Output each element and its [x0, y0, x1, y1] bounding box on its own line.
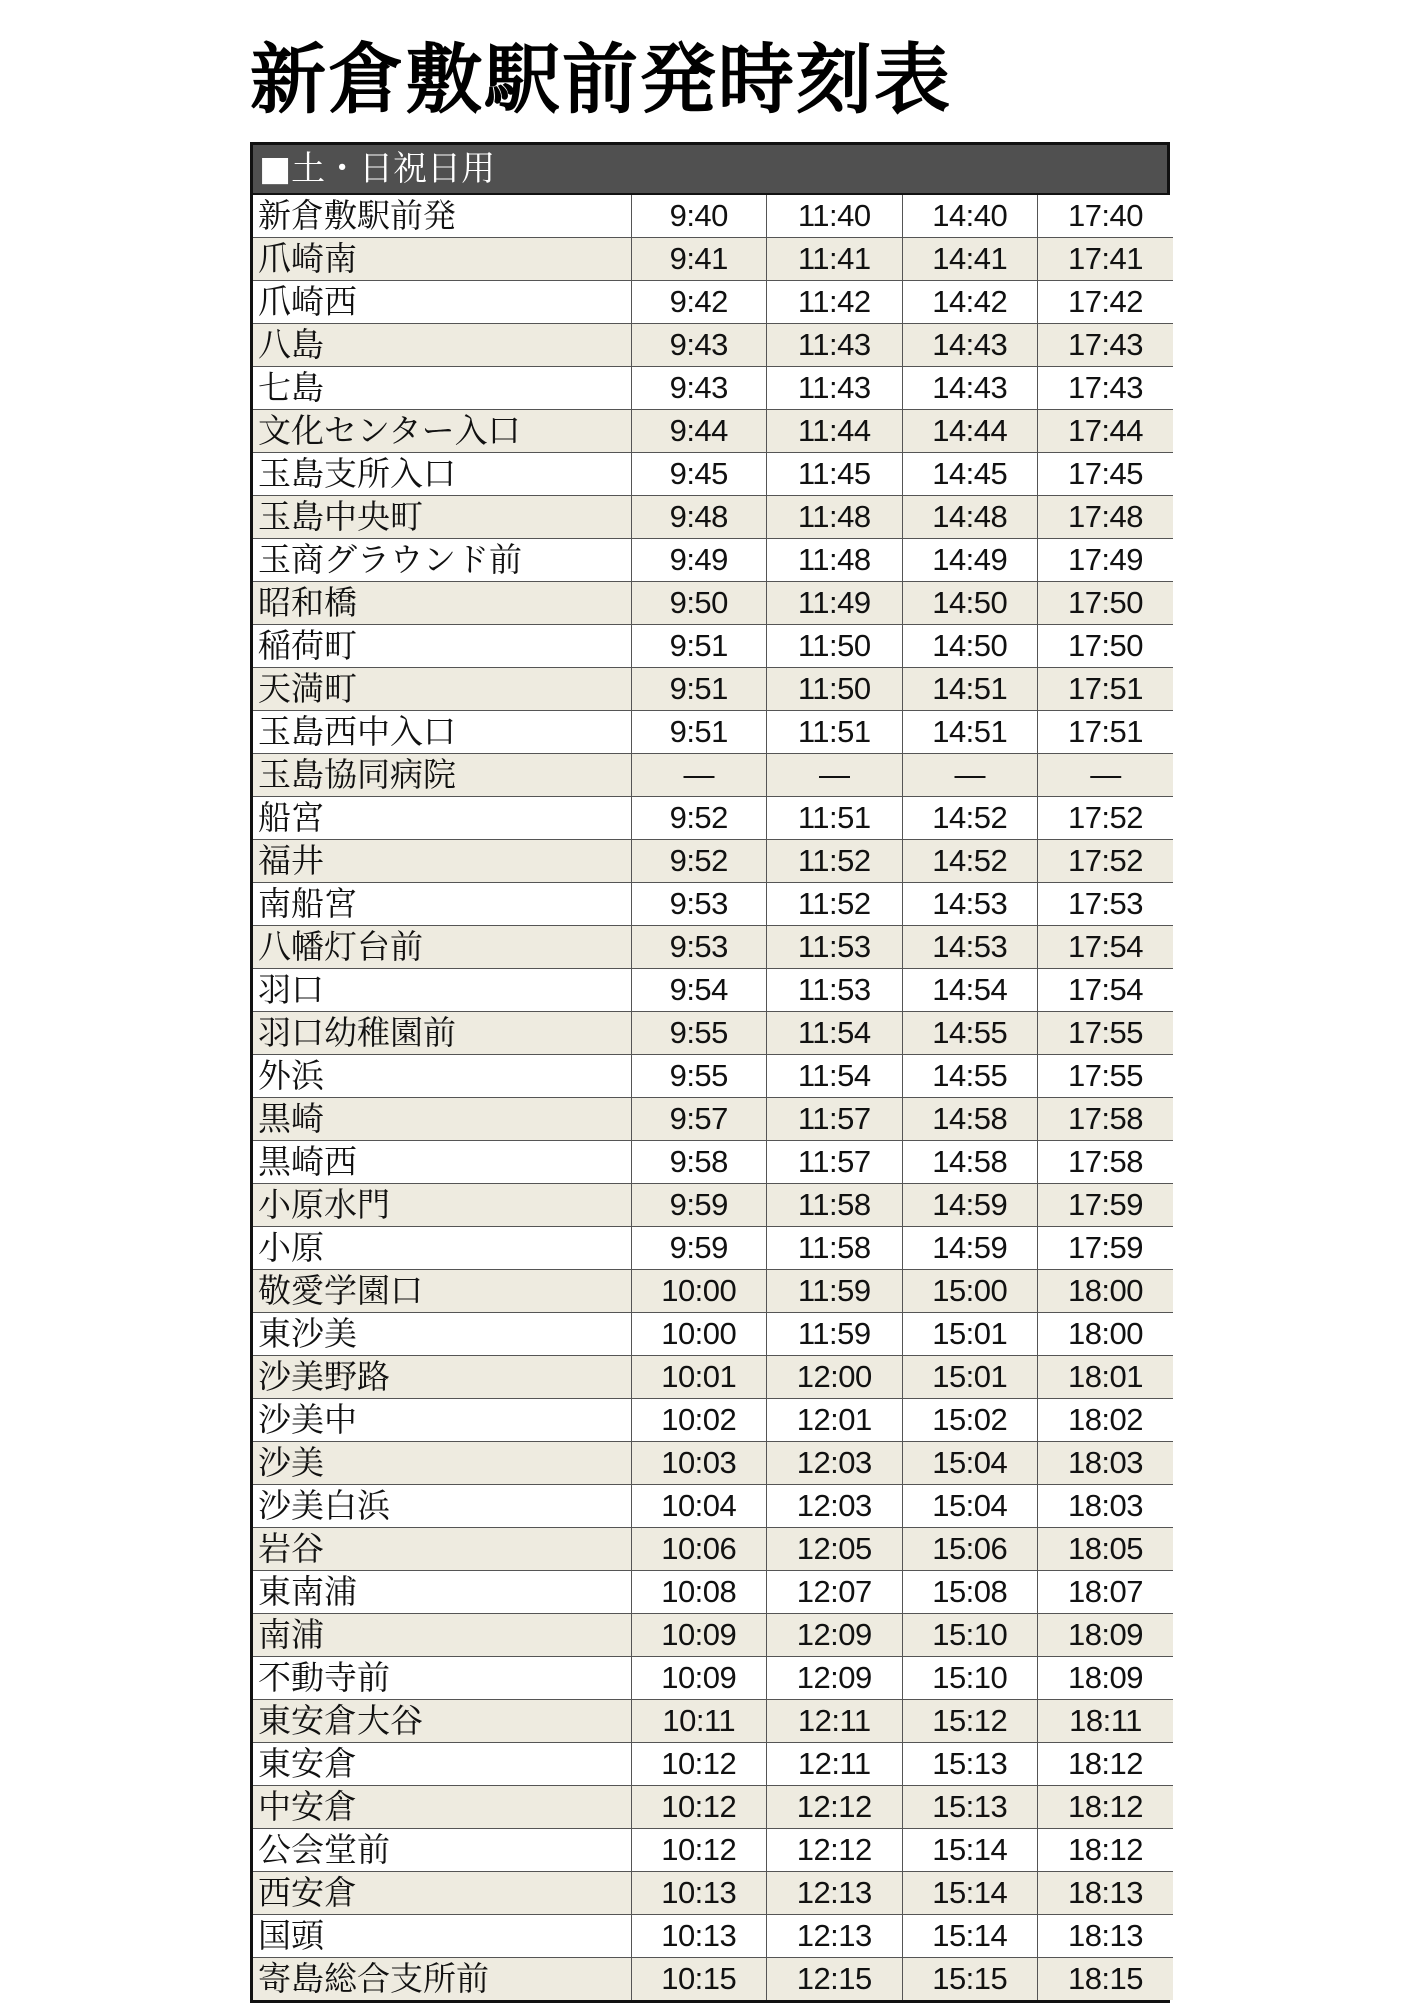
departure-time: —	[767, 754, 903, 797]
departure-time: 14:42	[902, 281, 1038, 324]
departure-time: 12:09	[767, 1657, 903, 1700]
departure-time: 10:02	[631, 1399, 767, 1442]
departure-time: 9:51	[631, 625, 767, 668]
departure-time: 11:50	[767, 625, 903, 668]
departure-time: 15:01	[902, 1356, 1038, 1399]
departure-time: 11:57	[767, 1098, 903, 1141]
departure-time: 18:05	[1038, 1528, 1174, 1571]
departure-time: 17:52	[1038, 797, 1174, 840]
departure-time: 10:12	[631, 1743, 767, 1786]
stop-name: 七島	[253, 367, 631, 410]
departure-time: 17:55	[1038, 1012, 1174, 1055]
timetable-body	[253, 195, 1173, 2000]
departure-time: 9:50	[631, 582, 767, 625]
table-row	[253, 1915, 1173, 1958]
table-row	[253, 1829, 1173, 1872]
stop-name: 南船宮	[253, 883, 631, 926]
departure-time: 14:43	[902, 367, 1038, 410]
table-row	[253, 1227, 1173, 1270]
departure-time: 12:03	[767, 1442, 903, 1485]
departure-time: 11:58	[767, 1184, 903, 1227]
table-row	[253, 410, 1173, 453]
departure-time: 14:50	[902, 582, 1038, 625]
table-row	[253, 324, 1173, 367]
table-row	[253, 582, 1173, 625]
departure-time: 18:11	[1038, 1700, 1174, 1743]
table-row	[253, 926, 1173, 969]
table-row	[253, 1184, 1173, 1227]
table-row	[253, 1012, 1173, 1055]
stop-name: 東沙美	[253, 1313, 631, 1356]
departure-time: 15:14	[902, 1829, 1038, 1872]
departure-time: 14:48	[902, 496, 1038, 539]
departure-time: 10:12	[631, 1786, 767, 1829]
departure-time: 11:44	[767, 410, 903, 453]
departure-time: 18:12	[1038, 1786, 1174, 1829]
departure-time: 18:15	[1038, 1958, 1174, 2001]
departure-time: 9:59	[631, 1184, 767, 1227]
stop-name: 西安倉	[253, 1872, 631, 1915]
departure-time: 10:15	[631, 1958, 767, 2001]
departure-time: 14:58	[902, 1098, 1038, 1141]
departure-time: 10:09	[631, 1614, 767, 1657]
stop-name: 敬愛学園口	[253, 1270, 631, 1313]
table-row	[253, 625, 1173, 668]
departure-time: 11:48	[767, 539, 903, 582]
departure-time: 14:52	[902, 840, 1038, 883]
departure-time: 9:55	[631, 1055, 767, 1098]
departure-time: 9:55	[631, 1012, 767, 1055]
departure-time: 10:13	[631, 1872, 767, 1915]
departure-time: 17:51	[1038, 711, 1174, 754]
table-row	[253, 883, 1173, 926]
departure-time: 17:48	[1038, 496, 1174, 539]
stop-name: 公会堂前	[253, 1829, 631, 1872]
departure-time: 17:42	[1038, 281, 1174, 324]
departure-time: 9:54	[631, 969, 767, 1012]
table-row	[253, 711, 1173, 754]
departure-time: 11:45	[767, 453, 903, 496]
stop-name: 羽口	[253, 969, 631, 1012]
departure-time: 14:52	[902, 797, 1038, 840]
departure-time: 15:12	[902, 1700, 1038, 1743]
departure-time: 11:43	[767, 324, 903, 367]
departure-time: 17:58	[1038, 1098, 1174, 1141]
stop-name: 黒崎	[253, 1098, 631, 1141]
departure-time: 9:58	[631, 1141, 767, 1184]
departure-time: 17:55	[1038, 1055, 1174, 1098]
stop-name: 玉島中央町	[253, 496, 631, 539]
departure-time: 14:50	[902, 625, 1038, 668]
departure-time: 11:54	[767, 1012, 903, 1055]
departure-time: 9:57	[631, 1098, 767, 1141]
departure-time: 14:51	[902, 711, 1038, 754]
table-row	[253, 1055, 1173, 1098]
departure-time: 14:59	[902, 1227, 1038, 1270]
departure-time: 12:03	[767, 1485, 903, 1528]
departure-time: 12:11	[767, 1700, 903, 1743]
departure-time: 17:51	[1038, 668, 1174, 711]
table-row	[253, 496, 1173, 539]
departure-time: 12:13	[767, 1915, 903, 1958]
departure-time: 14:53	[902, 883, 1038, 926]
departure-time: 18:03	[1038, 1485, 1174, 1528]
stop-name: 天満町	[253, 668, 631, 711]
table-row	[253, 453, 1173, 496]
departure-time: 11:54	[767, 1055, 903, 1098]
departure-time: 15:06	[902, 1528, 1038, 1571]
departure-time: 15:01	[902, 1313, 1038, 1356]
departure-time: 11:49	[767, 582, 903, 625]
table-row	[253, 539, 1173, 582]
table-row	[253, 1872, 1173, 1915]
departure-time: 9:52	[631, 840, 767, 883]
departure-time: 11:57	[767, 1141, 903, 1184]
departure-time: 12:00	[767, 1356, 903, 1399]
departure-time: 17:43	[1038, 324, 1174, 367]
departure-time: 17:59	[1038, 1227, 1174, 1270]
departure-time: 14:49	[902, 539, 1038, 582]
departure-time: 17:54	[1038, 969, 1174, 1012]
table-row	[253, 281, 1173, 324]
stop-name: 沙美中	[253, 1399, 631, 1442]
departure-time: 12:12	[767, 1786, 903, 1829]
departure-time: 11:58	[767, 1227, 903, 1270]
departure-time: 17:40	[1038, 195, 1174, 238]
table-row	[253, 1356, 1173, 1399]
stop-name: 船宮	[253, 797, 631, 840]
departure-time: 9:48	[631, 496, 767, 539]
departure-time: 9:42	[631, 281, 767, 324]
departure-time: 9:59	[631, 1227, 767, 1270]
departure-time: 15:04	[902, 1442, 1038, 1485]
departure-time: 15:10	[902, 1614, 1038, 1657]
departure-time: 9:44	[631, 410, 767, 453]
departure-time: 15:10	[902, 1657, 1038, 1700]
departure-time: 12:05	[767, 1528, 903, 1571]
stop-name: 玉商グラウンド前	[253, 539, 631, 582]
departure-time: 11:51	[767, 711, 903, 754]
stop-name: 爪崎南	[253, 238, 631, 281]
departure-time: 14:55	[902, 1012, 1038, 1055]
departure-time: 15:04	[902, 1485, 1038, 1528]
departure-time: —	[631, 754, 767, 797]
departure-time: 9:52	[631, 797, 767, 840]
departure-time: 17:50	[1038, 582, 1174, 625]
departure-time: 10:03	[631, 1442, 767, 1485]
departure-time: 15:00	[902, 1270, 1038, 1313]
departure-time: 12:13	[767, 1872, 903, 1915]
departure-time: 14:40	[902, 195, 1038, 238]
table-row	[253, 1399, 1173, 1442]
departure-time: 14:58	[902, 1141, 1038, 1184]
departure-time: 10:12	[631, 1829, 767, 1872]
departure-time: 14:43	[902, 324, 1038, 367]
stop-name: 沙美野路	[253, 1356, 631, 1399]
stop-name: 玉島西中入口	[253, 711, 631, 754]
stop-name: 八幡灯台前	[253, 926, 631, 969]
departure-time: 11:43	[767, 367, 903, 410]
departure-time: 9:51	[631, 711, 767, 754]
departure-time: 18:00	[1038, 1270, 1174, 1313]
departure-time: 11:41	[767, 238, 903, 281]
departure-time: 15:02	[902, 1399, 1038, 1442]
stop-name: 黒崎西	[253, 1141, 631, 1184]
table-row	[253, 1614, 1173, 1657]
departure-time: 10:04	[631, 1485, 767, 1528]
stop-name: 東安倉	[253, 1743, 631, 1786]
departure-time: 18:07	[1038, 1571, 1174, 1614]
stop-name: 新倉敷駅前発	[253, 195, 631, 238]
departure-time: 17:41	[1038, 238, 1174, 281]
departure-time: 10:06	[631, 1528, 767, 1571]
departure-time: 12:07	[767, 1571, 903, 1614]
departure-time: 14:44	[902, 410, 1038, 453]
departure-time: 15:15	[902, 1958, 1038, 2001]
departure-time: 11:53	[767, 926, 903, 969]
departure-time: 9:51	[631, 668, 767, 711]
departure-time: 9:53	[631, 883, 767, 926]
departure-time: 17:58	[1038, 1141, 1174, 1184]
departure-time: 11:53	[767, 969, 903, 1012]
departure-time: 18:02	[1038, 1399, 1174, 1442]
table-row	[253, 1098, 1173, 1141]
table-row	[253, 367, 1173, 410]
table-row	[253, 754, 1173, 797]
departure-time: 12:01	[767, 1399, 903, 1442]
departure-time: 18:01	[1038, 1356, 1174, 1399]
departure-time: 9:45	[631, 453, 767, 496]
stop-name: 爪崎西	[253, 281, 631, 324]
departure-time: 18:13	[1038, 1915, 1174, 1958]
stop-name: 小原	[253, 1227, 631, 1270]
stop-name: 小原水門	[253, 1184, 631, 1227]
departure-time: 11:51	[767, 797, 903, 840]
stop-name: 八島	[253, 324, 631, 367]
departure-time: 17:44	[1038, 410, 1174, 453]
stop-name: 岩谷	[253, 1528, 631, 1571]
stop-name: 沙美白浜	[253, 1485, 631, 1528]
departure-time: 14:59	[902, 1184, 1038, 1227]
departure-time: 15:13	[902, 1743, 1038, 1786]
departure-time: 10:08	[631, 1571, 767, 1614]
departure-time: 17:54	[1038, 926, 1174, 969]
departure-time: 15:14	[902, 1915, 1038, 1958]
table-row	[253, 1270, 1173, 1313]
table-row	[253, 840, 1173, 883]
stop-name: 東安倉大谷	[253, 1700, 631, 1743]
departure-time: 10:00	[631, 1313, 767, 1356]
departure-time: 11:48	[767, 496, 903, 539]
table-row	[253, 1141, 1173, 1184]
table-row	[253, 1313, 1173, 1356]
stop-name: 寄島総合支所前	[253, 1958, 631, 2001]
departure-time: —	[902, 754, 1038, 797]
departure-time: 17:53	[1038, 883, 1174, 926]
stop-name: 南浦	[253, 1614, 631, 1657]
departure-time: 18:09	[1038, 1614, 1174, 1657]
table-row	[253, 1528, 1173, 1571]
departure-time: 10:00	[631, 1270, 767, 1313]
stop-name: 沙美	[253, 1442, 631, 1485]
departure-time: 10:13	[631, 1915, 767, 1958]
stop-name: 昭和橋	[253, 582, 631, 625]
table-row	[253, 1958, 1173, 2001]
stop-name: 国頭	[253, 1915, 631, 1958]
departure-time: 15:13	[902, 1786, 1038, 1829]
stop-name: 羽口幼稚園前	[253, 1012, 631, 1055]
departure-time: 17:43	[1038, 367, 1174, 410]
departure-time: 17:49	[1038, 539, 1174, 582]
timetable	[250, 142, 1170, 2003]
departure-time: 14:55	[902, 1055, 1038, 1098]
table-row	[253, 1485, 1173, 1528]
departure-time: 17:52	[1038, 840, 1174, 883]
departure-time: 10:09	[631, 1657, 767, 1700]
stop-name: 稲荷町	[253, 625, 631, 668]
departure-time: 14:51	[902, 668, 1038, 711]
departure-time: 18:09	[1038, 1657, 1174, 1700]
table-row	[253, 1700, 1173, 1743]
departure-time: 9:53	[631, 926, 767, 969]
departure-time: 15:14	[902, 1872, 1038, 1915]
departure-time: 18:12	[1038, 1829, 1174, 1872]
departure-time: 11:40	[767, 195, 903, 238]
stop-name: 玉島協同病院	[253, 754, 631, 797]
departure-time: 9:49	[631, 539, 767, 582]
departure-time: —	[1038, 754, 1174, 797]
departure-time: 18:03	[1038, 1442, 1174, 1485]
departure-time: 11:52	[767, 883, 903, 926]
departure-time: 17:59	[1038, 1184, 1174, 1227]
departure-time: 18:00	[1038, 1313, 1174, 1356]
departure-time: 12:15	[767, 1958, 903, 2001]
departure-time: 9:41	[631, 238, 767, 281]
departure-time: 9:43	[631, 324, 767, 367]
departure-time: 14:54	[902, 969, 1038, 1012]
stop-name: 外浜	[253, 1055, 631, 1098]
table-row	[253, 797, 1173, 840]
departure-time: 11:59	[767, 1313, 903, 1356]
departure-time: 14:41	[902, 238, 1038, 281]
section-header: ■土・日祝日用	[253, 145, 1167, 195]
departure-time: 18:13	[1038, 1872, 1174, 1915]
departure-time: 11:50	[767, 668, 903, 711]
table-row	[253, 1786, 1173, 1829]
departure-time: 14:45	[902, 453, 1038, 496]
page-title: 新倉敷駅前発時刻表	[250, 35, 952, 124]
table-row	[253, 668, 1173, 711]
departure-time: 12:09	[767, 1614, 903, 1657]
departure-time: 18:12	[1038, 1743, 1174, 1786]
table-row	[253, 238, 1173, 281]
departure-time: 15:08	[902, 1571, 1038, 1614]
departure-time: 17:45	[1038, 453, 1174, 496]
departure-time: 12:11	[767, 1743, 903, 1786]
stop-name: 東南浦	[253, 1571, 631, 1614]
table-row	[253, 1442, 1173, 1485]
departure-time: 11:42	[767, 281, 903, 324]
departure-time: 9:43	[631, 367, 767, 410]
table-row	[253, 969, 1173, 1012]
departure-time: 11:52	[767, 840, 903, 883]
stop-name: 福井	[253, 840, 631, 883]
departure-time: 10:11	[631, 1700, 767, 1743]
departure-time: 11:59	[767, 1270, 903, 1313]
stop-name: 不動寺前	[253, 1657, 631, 1700]
timetable-grid	[253, 195, 1173, 2000]
table-row	[253, 1571, 1173, 1614]
departure-time: 10:01	[631, 1356, 767, 1399]
departure-time: 12:12	[767, 1829, 903, 1872]
stop-name: 文化センター入口	[253, 410, 631, 453]
stop-name: 中安倉	[253, 1786, 631, 1829]
departure-time: 9:40	[631, 195, 767, 238]
table-row	[253, 195, 1173, 238]
stop-name: 玉島支所入口	[253, 453, 631, 496]
table-row	[253, 1657, 1173, 1700]
departure-time: 14:53	[902, 926, 1038, 969]
table-row	[253, 1743, 1173, 1786]
departure-time: 17:50	[1038, 625, 1174, 668]
